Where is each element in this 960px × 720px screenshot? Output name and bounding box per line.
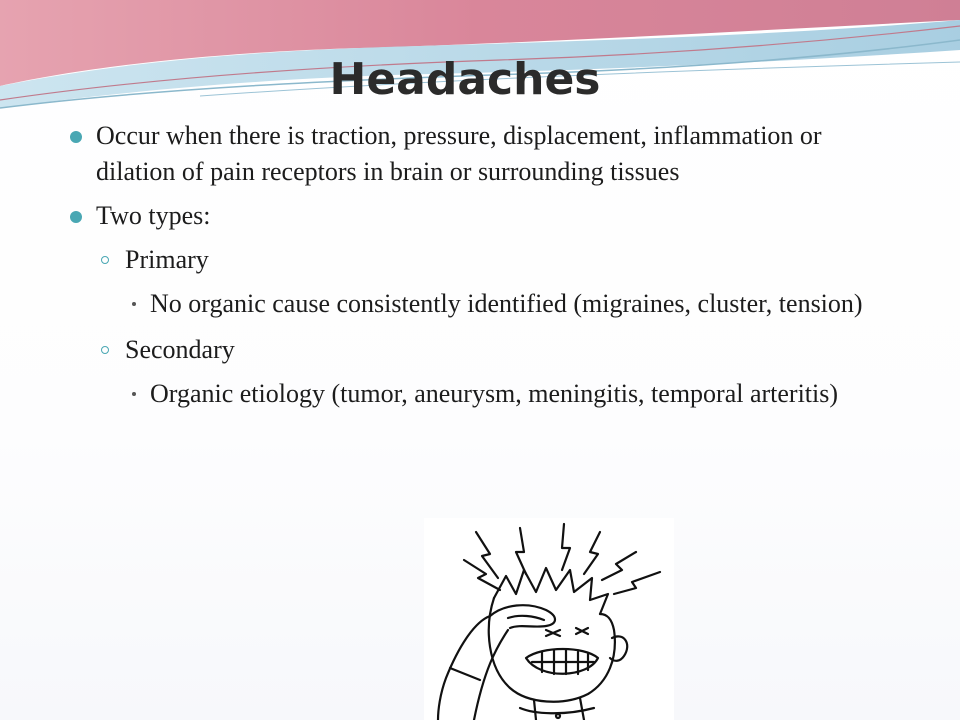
sub-bullet-item xyxy=(66,242,896,278)
bullet-text: Occur when there is traction, pressure, displacement, inflammation or dilation of pain receptors in brain or surrounding tissues xyxy=(96,121,822,186)
bullet-dot-icon xyxy=(70,211,82,223)
bullet-ring-icon xyxy=(101,346,109,354)
bullet-dot-icon xyxy=(70,131,82,143)
slide-title: Headaches xyxy=(329,54,601,105)
bullet-ring-icon xyxy=(101,256,109,264)
sub-sub-bullet-item xyxy=(66,376,896,412)
bullet-small-dot-icon xyxy=(132,392,136,396)
sub-bullet-text: Primary xyxy=(125,245,209,274)
bullet-item xyxy=(66,198,896,234)
sub-sub-bullet-text: No organic cause consistently identified (migraines, cluster, tension) xyxy=(150,289,863,318)
sub-sub-bullet-text: Organic etiology (tumor, aneurysm, meningitis, temporal arteritis) xyxy=(150,379,839,408)
bullet-item xyxy=(66,118,896,190)
bullet-text: Two types: xyxy=(96,201,211,230)
headache-cartoon-image xyxy=(424,518,674,720)
sub-sub-bullet-item xyxy=(66,286,896,322)
bullet-small-dot-icon xyxy=(132,302,136,306)
sub-bullet-text: Secondary xyxy=(125,335,235,364)
bullet-list xyxy=(66,118,896,422)
sub-bullet-item xyxy=(66,332,896,368)
